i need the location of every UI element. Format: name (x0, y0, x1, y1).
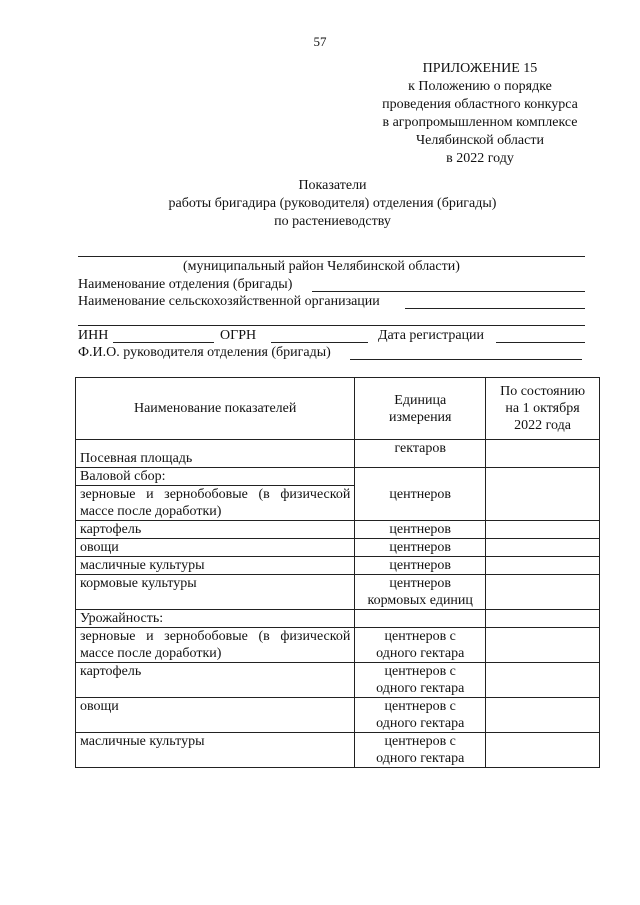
unit-grain: центнеров (355, 468, 486, 521)
row-yield-oilseeds: масличные культуры (76, 733, 355, 768)
unit-oilseeds: центнеров (355, 557, 486, 575)
row-sown-area: Посевная площадь (76, 440, 355, 468)
unit-yield-empty (355, 610, 486, 628)
unit-yield-oilseeds: центнеров с одного гектара (355, 733, 486, 768)
inn-label: ИНН (78, 328, 109, 343)
value-oilseeds[interactable] (486, 557, 600, 575)
indicators-table (75, 377, 600, 768)
table-row (76, 610, 600, 628)
municipal-caption: (муниципальный район Челябинской области) (183, 259, 460, 274)
value-vegetables[interactable] (486, 539, 600, 557)
value-yield-vegetables[interactable] (486, 698, 600, 733)
unit-sown-area: гектаров (355, 440, 486, 468)
table-row (76, 539, 600, 557)
row-yield-vegetables: овощи (76, 698, 355, 733)
table-row (76, 440, 600, 468)
value-sown-area[interactable] (486, 440, 600, 468)
unit-yield-grain: центнеров с одного гектара (355, 628, 486, 663)
appendix-line-4: в агропромышленном комплексе (382, 115, 578, 130)
header-unit: Единица измерения (355, 378, 486, 440)
head-label: Ф.И.О. руководителя отделения (бригады) (78, 345, 331, 360)
header-asof: По состоянию на 1 октября 2022 года (486, 378, 600, 440)
organization-blank[interactable] (405, 308, 585, 309)
row-yield-potato: картофель (76, 663, 355, 698)
value-yield-potato[interactable] (486, 663, 600, 698)
table-row (76, 468, 600, 486)
municipal-blank-line[interactable] (78, 256, 585, 257)
organization-label: Наименование сельскохозяйственной организации (78, 294, 380, 309)
inn-blank[interactable] (113, 342, 214, 343)
table-row (76, 575, 600, 610)
organization-blank-2[interactable] (78, 325, 585, 326)
unit-vegetables: центнеров (355, 539, 486, 557)
department-blank[interactable] (312, 291, 585, 292)
title-line-1: Показатели (298, 178, 367, 193)
ogrn-blank[interactable] (271, 342, 368, 343)
value-yield-grain[interactable] (486, 628, 600, 663)
appendix-line-5: Челябинской области (416, 133, 544, 148)
row-vegetables: овощи (76, 539, 355, 557)
row-yield: Урожайность: (76, 610, 355, 628)
appendix-header (360, 60, 600, 168)
appendix-line-2: к Положению о порядке (408, 79, 552, 94)
appendix-line-3: проведения областного конкурса (382, 97, 578, 112)
row-oilseeds: масличные культуры (76, 557, 355, 575)
unit-potato: центнеров (355, 521, 486, 539)
unit-fodder: центнеров кормовых единиц (355, 575, 486, 610)
row-fodder: кормовые культуры (76, 575, 355, 610)
table-row (76, 557, 600, 575)
reg-date-label: Дата регистрации (378, 328, 485, 343)
page-number: 57 (313, 34, 327, 49)
document-title (80, 177, 585, 231)
title-line-2: работы бригадира (руководителя) отделения (бригады) (168, 196, 497, 211)
row-grain: зерновые и зернобобовые (в физической массе после доработки) (76, 486, 355, 521)
value-grain[interactable] (486, 468, 600, 521)
value-yield-empty (486, 610, 600, 628)
value-fodder[interactable] (486, 575, 600, 610)
table-row (76, 663, 600, 698)
header-name: Наименование показателей (76, 378, 355, 440)
unit-yield-vegetables: центнеров с одного гектара (355, 698, 486, 733)
appendix-line-1: ПРИЛОЖЕНИЕ 15 (422, 61, 538, 76)
unit-yield-potato: центнеров с одного гектара (355, 663, 486, 698)
ogrn-label: ОГРН (220, 328, 257, 343)
row-potato: картофель (76, 521, 355, 539)
row-yield-grain: зерновые и зернобобовые (в физической массе после доработки) (76, 628, 355, 663)
table-header-row (76, 378, 600, 440)
department-label: Наименование отделения (бригады) (78, 277, 293, 292)
title-line-3: по растениеводству (274, 214, 391, 229)
table-row (76, 733, 600, 768)
reg-date-blank[interactable] (496, 342, 585, 343)
table-row (76, 521, 600, 539)
head-blank[interactable] (350, 359, 582, 360)
value-yield-oilseeds[interactable] (486, 733, 600, 768)
appendix-line-6: в 2022 году (446, 151, 514, 166)
row-gross-harvest: Валовой сбор: (76, 468, 355, 486)
value-potato[interactable] (486, 521, 600, 539)
table-row (76, 628, 600, 663)
table-row (76, 698, 600, 733)
